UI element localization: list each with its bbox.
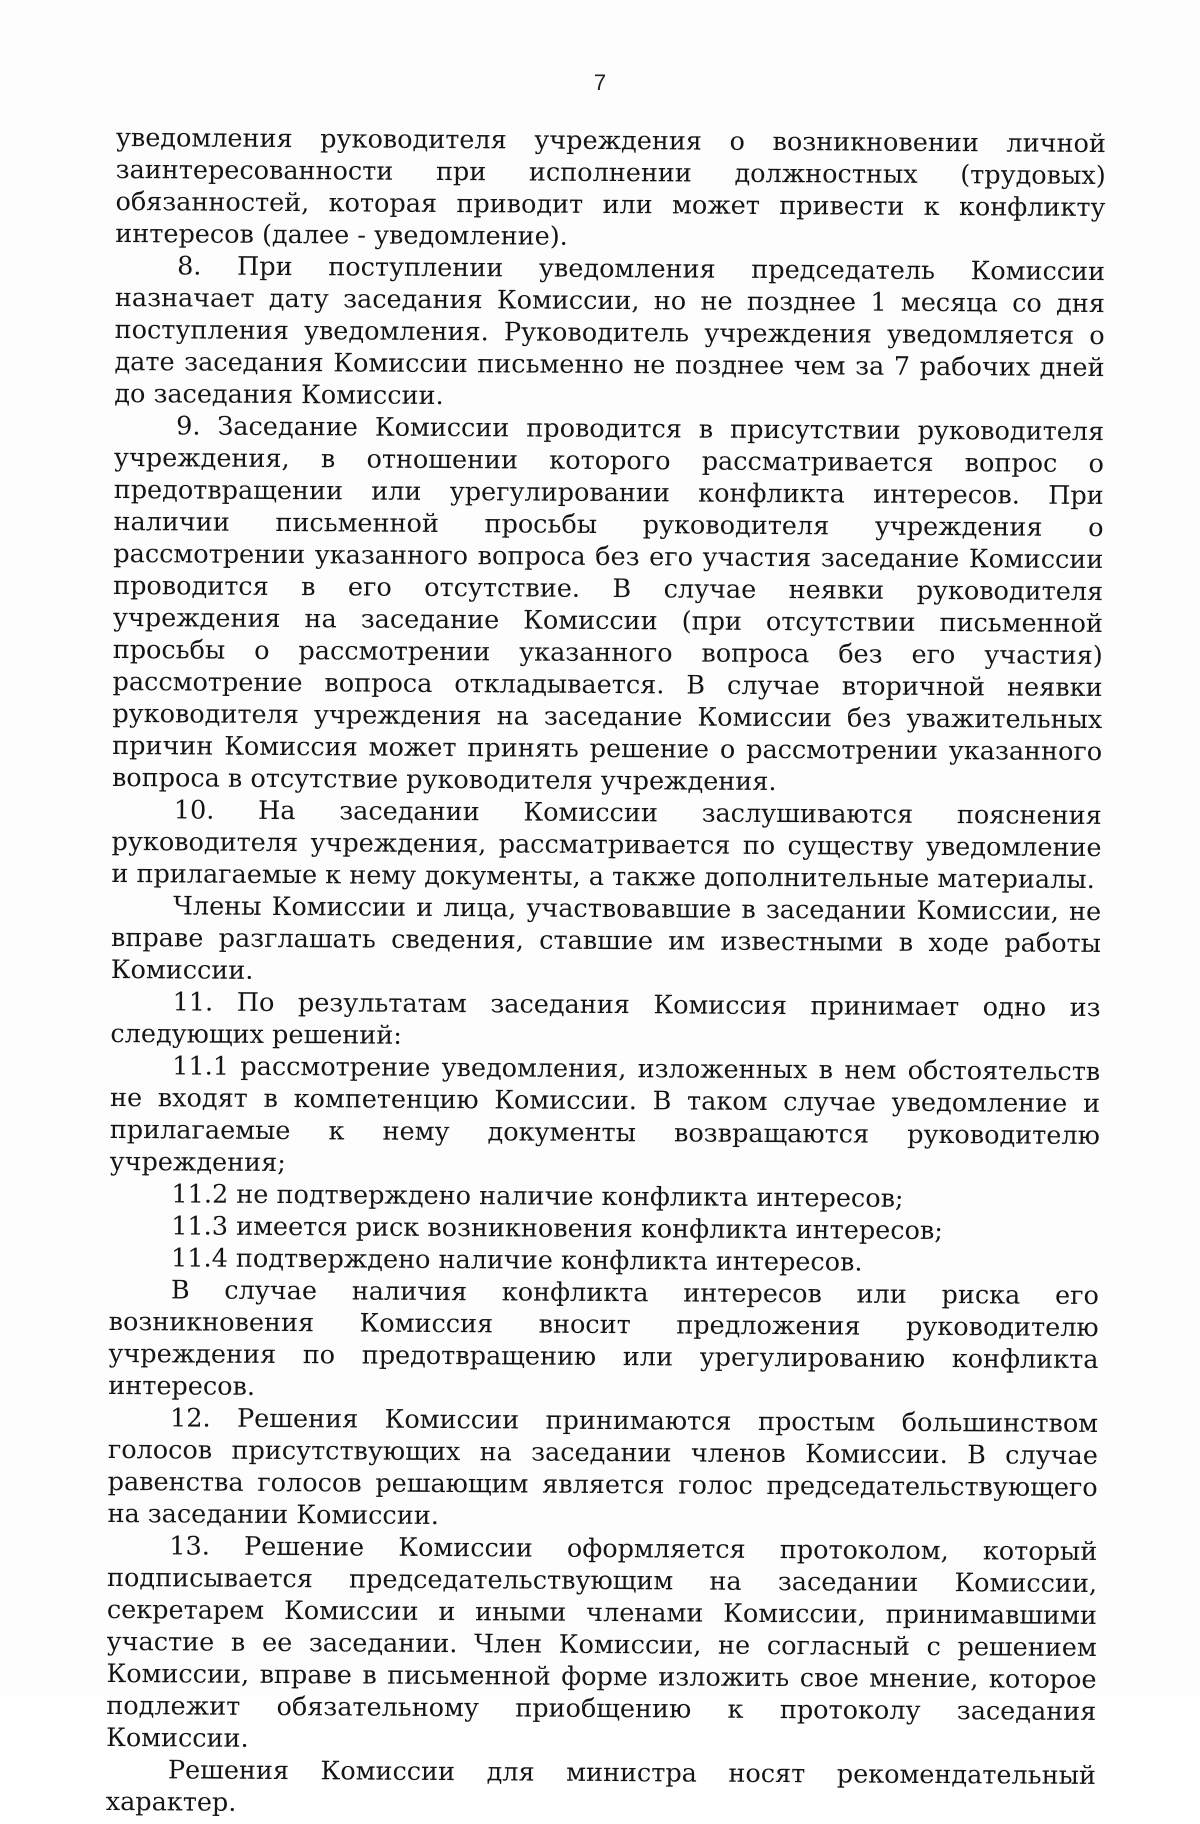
paragraph-8: 8. При поступлении уведомления председатель Комиссии назначает дату заседания Комиссии, но не позднее 1 месяца со дня поступления уведомления. Руководитель учреждения уведомляется о дате заседания Комиссии письменно не позднее чем за 7 рабочих дней до заседания Комиссии. <box>114 251 1106 412</box>
paragraph-recommendation: Решения Комиссии для министра носят рекомендательный характер. <box>105 1755 1097 1818</box>
page-number: 7 <box>593 70 607 95</box>
paragraph-11-4: 11.4 подтверждено наличие конфликта интересов. <box>170 1243 863 1278</box>
paragraph-11-3: 11.3 имеется риск возникновения конфликта интересов; <box>171 1211 943 1247</box>
paragraph-notification-continuation: уведомления руководителя учреждения о возникновении личной заинтересованности при исполнении должностных (трудовых) обязанностей, которая приводит или может привести к конфликту интересов (далее - уведомление). <box>115 122 1106 252</box>
document-body <box>106 122 1106 1824</box>
paragraph-13: 13. Решение Комиссии оформляется протоколом, который подписывается председательствующим на заседании Комиссии, секретарем Комиссии и иными членами Комиссии, принимавшими участие в ее заседании. Член Комиссии, не согласный с решением Комиссии, вправе в письменной форме изложить свое мнение, которое подлежит обязательному приобщению к протоколу заседания Комиссии. <box>106 1531 1098 1754</box>
paragraph-9: 9. Заседание Комиссии проводится в присутствии руководителя учреждения, в отношении которого рассматривается вопрос о предотвращении или урегулировании конфликта интересов. При наличии письменной просьбы руководителя учреждения о рассмотрении указанного вопроса без его участия заседание Комиссии проводится в его отсутствие. В случае неявки руководителя учреждения на заседание Комиссии (при отсутствии письменной просьбы о рассмотрении указанного вопроса без его участия) рассмотрение вопроса откладывается. В случае вторичной неявки руководителя учреждения на заседание Комиссии без уважительных причин Комиссия может принять решение о рассмотрении указанного вопроса в отсутствие руководителя учреждения. <box>111 411 1105 798</box>
paragraph-12: 12. Решения Комиссии принимаются простым большинством голосов присутствующих на заседании членов Комиссии. В случае равенства голосов решающим является голос председательствующего на заседании Комиссии. <box>107 1403 1099 1531</box>
paragraph-members-confidentiality: Члены Комиссии и лица, участвовавшие в заседании Комиссии, не вправе разглашать сведения, ставшие им известными в ходе работы Комиссии. <box>110 891 1102 986</box>
paragraph-11: 11. По результатам заседания Комиссия принимает одно из следующих решений: <box>110 987 1101 1051</box>
paragraph-10: 10. На заседании Комиссии заслушиваются пояснения руководителя учреждения, рассматривается по существу уведомление и прилагаемые к нему документы, а также дополнительные материалы. <box>111 795 1102 895</box>
paragraph-11-1: 11.1 рассмотрение уведомления, изложенных в нем обстоятельств не входят в компетенцию Комиссии. В таком случае уведомление и прилагаемые к нему документы возвращаются руководителю учреждения; <box>109 1051 1101 1179</box>
paragraph-11-2: 11.2 не подтверждено наличие конфликта интересов; <box>171 1179 904 1214</box>
paragraph-conflict-proposals: В случае наличия конфликта интересов или риска его возникновения Комиссия вносит предложения руководителю учреждения по предотвращению или урегулированию конфликта интересов. <box>108 1275 1099 1402</box>
